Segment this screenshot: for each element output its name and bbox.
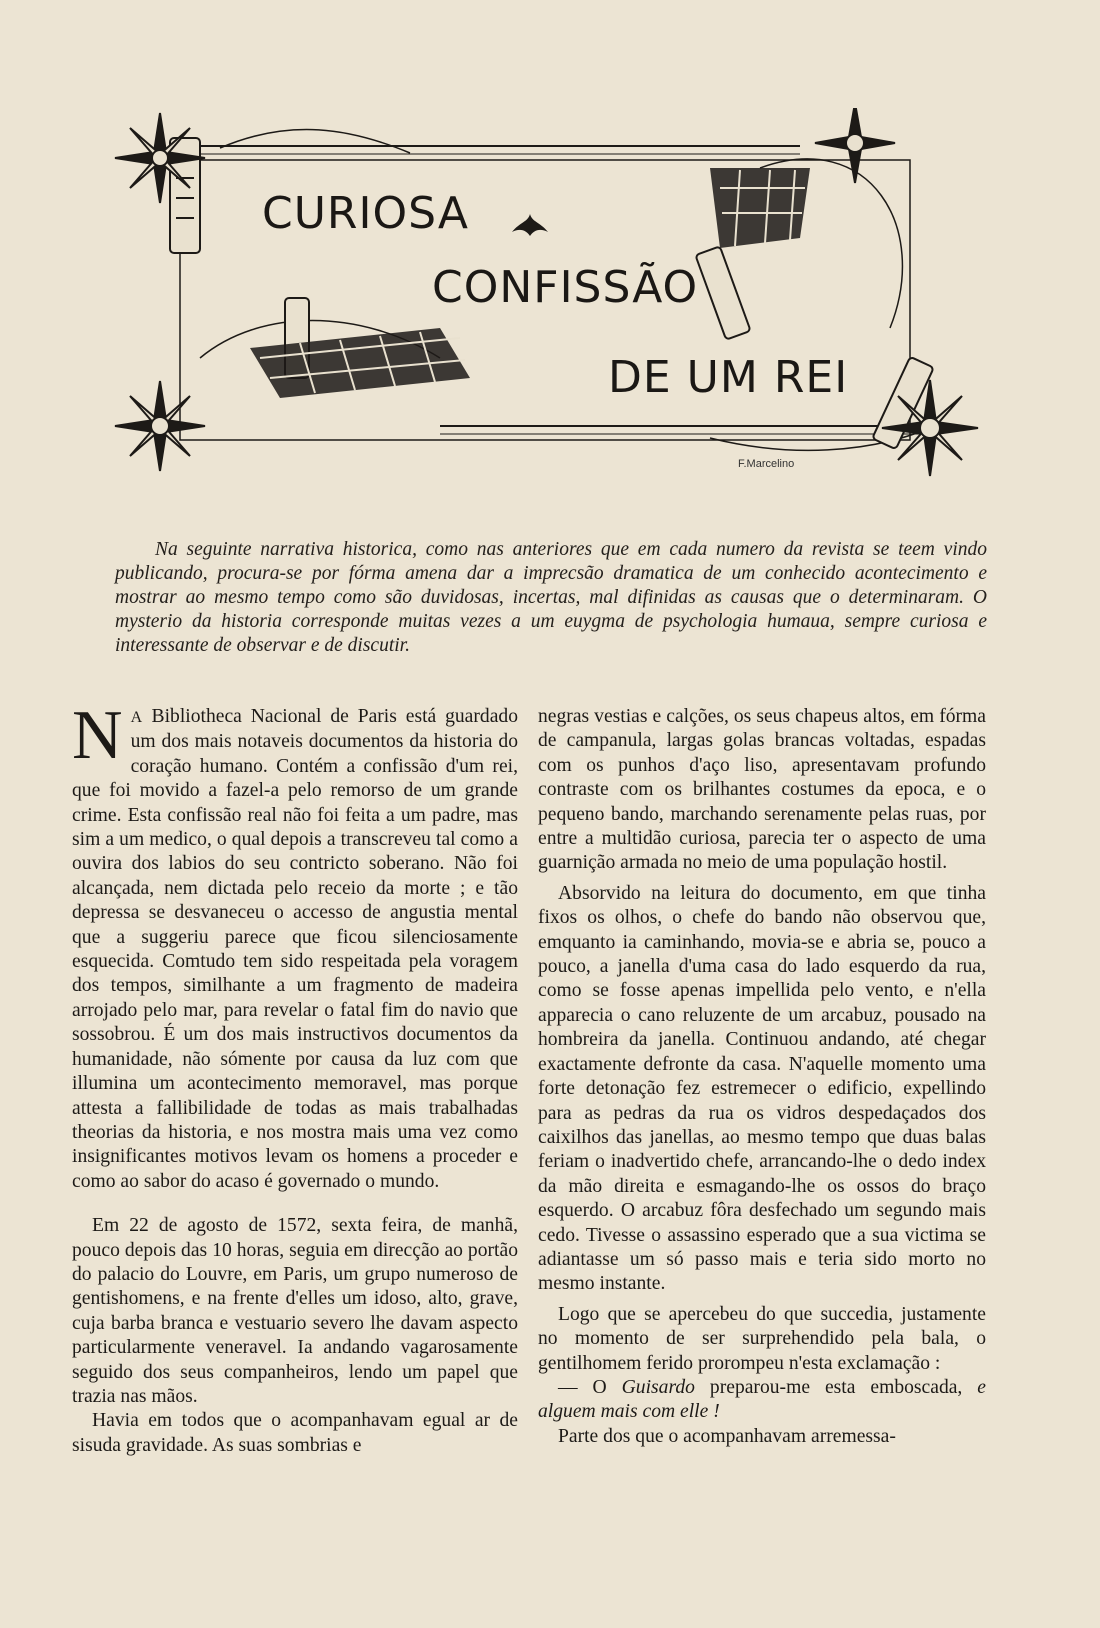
right-paragraph-4 [538,1376,986,1425]
right-paragraph-5: Parte dos que o acompanhavam arremessa- [558,1425,896,1447]
quote-name: Guisardo [621,1376,695,1398]
left-paragraph-2: Em 22 de agosto de 1572, sexta feira, de manhã, pouco depois das 10 horas, seguia em direcção ao portão do palacio do Louvre, em Paris, um grupo numeroso de gentishomens, e na frente d'elles um idoso, alto, grave, cuja barba branca e vestuario severo lhe davam aspecto particularmente veneravel. Ia andando vagarosamente seguido dos seus companheiros, lendo um papel que trazia nas mãos. [72,1215,518,1407]
quote-middle: preparou-me esta emboscada, [694,1376,978,1398]
left-paragraph-3: Havia em todos que o acompanhavam egual ar de sisuda gravidade. As suas sombrias e [72,1410,518,1456]
left-column [72,697,518,1458]
quote-dash: — O [558,1376,622,1398]
title-line-1: CURIOSA [262,188,469,239]
first-word: A [130,709,143,726]
left-paragraph-1-text: Bibliotheca Nacional de Paris está guardado um dos mais notaveis documentos da historia do coração humano. Contém a confissão d'um rei, que foi movido a fazel-a pelo remorso de um grande crime. Esta confissão real não foi feita a um padre, mas sim a um medico, o qual depois a transcreveu tal como a ouvira dos labios do seu contricto soberano. Não foi alcançada, nem dictada pelo receio da morte ; e tão depressa se desvaneceu o accesso de angustia mental que a suggeriu parece que ficou silenciosamente esquecida. Comtudo tem sido respeitada pela voragem dos tempos, similhante a um fragmento de madeira arrojado pelo mar, para revelar o fatal fim do navio que sossobrou. É um dos mais instructivos documentos da humanidade, não sómente por causa da luz com que illumina um acontecimento memoravel, mas porque attesta a fallibilidade de todas as mais trabalhadas theorias da historia, e nos mostra mais uma vez como insignificantes motivos levam os homens a proceder e como ao sabor do acaso é governado o mundo. [72,706,518,1192]
illustrator-signature: F.Marcelino [738,458,795,470]
quote-italic-end: e alguem mais com elle ! [538,1376,986,1423]
intro-paragraph: Na seguinte narrativa historica, como nas anteriores que em cada numero da revista se teem vindo publicando, procura-se por fórma amena dar a imprecsão dramatica de um conhecido acontecimento e mostrar ao mesmo tempo como são duvidosas, incertas, mal difinidas as causas que o determinaram. O mysterio da historia corresponde muitas vezes a um euygma de psychologia humaua, sempre curiosa e interessante de observar e de discutir. [115,539,987,656]
right-column [538,705,986,1449]
left-paragraph-1 [72,697,518,1194]
right-paragraph-1: negras vestias e calções, os seus chapeus altos, em fórma de campanula, largas golas brancas voltadas, espadas com os punhos d'aço liso, apresentavam profundo contraste com os brilhantes costumes da epoca, e o pequeno bando, marchando serenamente pelas ruas, por entre a multidão curiosa, parecia ter o aspecto de uma guarnição armada no meio de uma população hostil. [538,706,986,874]
right-paragraph-2: Absorvido na leitura do documento, em que tinha fixos os olhos, o chefe do bando não observou que, emquanto ia caminhando, movia-se e abria se, pouco a pouco, a janella d'uma casa do lado esquerdo da rua, como se fosse apenas impellida pelo vento, e n'ella apparecia o cano reluzente de um arcabuz, pousado na hombreira da janella. Continuou andando, até chegar exactamente defronte da casa. N'aquelle momento uma forte detonação fez estremecer o edificio, expellindo para as pedras da rua os vidros despedaçados dos caixilhos das janellas, ao mesmo tempo que duas balas feriam o inadvertido chefe, arrancando-lhe o dedo index da mão direita e esmagando-lhe os ossos do braço esquerdo. O arcabuz fôra desfechado um segundo mais cedo. Tivesse o assassino esperado que a sua victima se adiantasse um só passo mais e teria sido morto no mesmo instante. [538,882,986,1295]
right-paragraph-3: Logo que se apercebeu do que succedia, justamente no momento de ser surprehendido pela bala, o gentilhomem ferido prorompeu n'esta exclamação : [538,1303,986,1374]
title-line-2: CONFISSÃO [432,262,699,313]
drop-cap: N [72,697,123,774]
title-line-3: DE UM REI [608,352,849,403]
